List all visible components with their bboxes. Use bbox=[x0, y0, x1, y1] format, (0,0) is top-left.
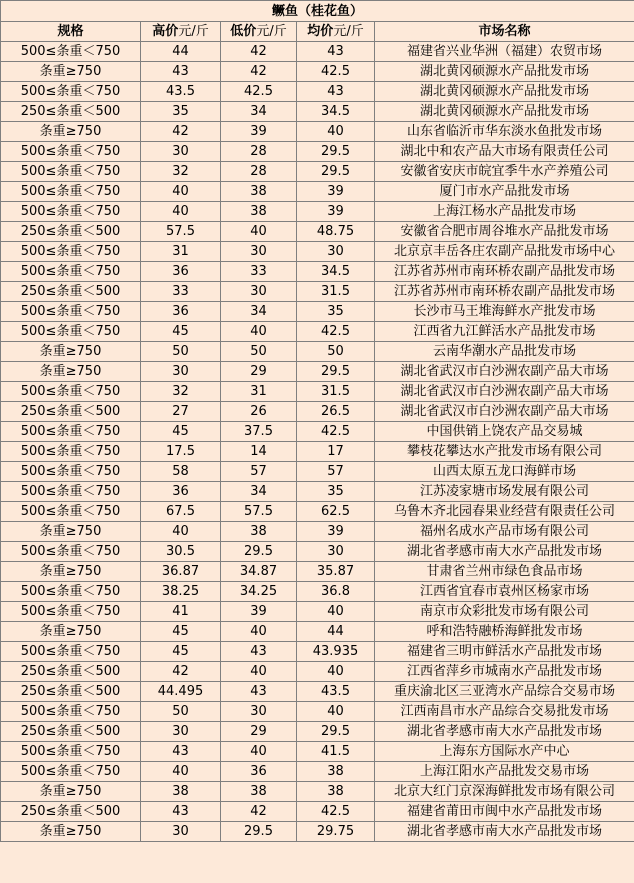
cell-market-name: 安徽省合肥市周谷堆水产品批发市场 bbox=[375, 222, 634, 242]
cell-spec: 500≤条重＜750 bbox=[1, 202, 141, 222]
cell-low-price: 31 bbox=[221, 382, 297, 402]
cell-spec: 条重≥750 bbox=[1, 562, 141, 582]
cell-low-price: 43 bbox=[221, 682, 297, 702]
table-row bbox=[1, 202, 634, 222]
cell-high-price: 40 bbox=[141, 762, 221, 782]
cell-low-price: 29 bbox=[221, 362, 297, 382]
cell-low-price: 34.87 bbox=[221, 562, 297, 582]
cell-avg-price: 42.5 bbox=[297, 62, 375, 82]
cell-high-price: 41 bbox=[141, 602, 221, 622]
cell-high-price: 57.5 bbox=[141, 222, 221, 242]
cell-spec: 条重≥750 bbox=[1, 122, 141, 142]
cell-spec: 500≤条重＜750 bbox=[1, 82, 141, 102]
table-row bbox=[1, 582, 634, 602]
cell-high-price: 45 bbox=[141, 622, 221, 642]
cell-high-price: 17.5 bbox=[141, 442, 221, 462]
cell-market-name: 湖北中和农产品大市场有限责任公司 bbox=[375, 142, 634, 162]
cell-market-name: 湖北黄冈硕源水产品批发市场 bbox=[375, 102, 634, 122]
cell-high-price: 50 bbox=[141, 702, 221, 722]
cell-high-price: 33 bbox=[141, 282, 221, 302]
cell-market-name: 湖北省孝感市南大水产品批发市场 bbox=[375, 822, 634, 842]
cell-high-price: 30 bbox=[141, 822, 221, 842]
cell-low-price: 42.5 bbox=[221, 82, 297, 102]
cell-spec: 条重≥750 bbox=[1, 622, 141, 642]
cell-spec: 500≤条重＜750 bbox=[1, 162, 141, 182]
cell-high-price: 30 bbox=[141, 142, 221, 162]
cell-spec: 500≤条重＜750 bbox=[1, 462, 141, 482]
cell-market-name: 福建省三明市鲜活水产品批发市场 bbox=[375, 642, 634, 662]
cell-market-name: 湖北省武汉市白沙洲农副产品大市场 bbox=[375, 402, 634, 422]
cell-market-name: 安徽省安庆市皖宜季牛水产养殖公司 bbox=[375, 162, 634, 182]
cell-high-price: 36 bbox=[141, 482, 221, 502]
table-row bbox=[1, 762, 634, 782]
cell-low-price: 38 bbox=[221, 182, 297, 202]
table-row bbox=[1, 142, 634, 162]
cell-avg-price: 35 bbox=[297, 302, 375, 322]
table-row bbox=[1, 802, 634, 822]
cell-low-price: 34 bbox=[221, 302, 297, 322]
cell-low-price: 30 bbox=[221, 282, 297, 302]
cell-spec: 500≤条重＜750 bbox=[1, 482, 141, 502]
cell-avg-price: 30 bbox=[297, 542, 375, 562]
cell-market-name: 山西太原五龙口海鲜市场 bbox=[375, 462, 634, 482]
cell-avg-price: 39 bbox=[297, 522, 375, 542]
cell-low-price: 34 bbox=[221, 482, 297, 502]
cell-spec: 条重≥750 bbox=[1, 62, 141, 82]
cell-low-price: 40 bbox=[221, 222, 297, 242]
cell-spec: 250≤条重＜500 bbox=[1, 662, 141, 682]
cell-market-name: 福建省兴业华洲（福建）农贸市场 bbox=[375, 42, 634, 62]
cell-spec: 500≤条重＜750 bbox=[1, 762, 141, 782]
cell-spec: 条重≥750 bbox=[1, 342, 141, 362]
cell-market-name: 江苏凌家塘市场发展有限公司 bbox=[375, 482, 634, 502]
cell-low-price: 40 bbox=[221, 662, 297, 682]
table-row bbox=[1, 362, 634, 382]
cell-spec: 500≤条重＜750 bbox=[1, 582, 141, 602]
cell-low-price: 26 bbox=[221, 402, 297, 422]
cell-spec: 500≤条重＜750 bbox=[1, 702, 141, 722]
cell-low-price: 14 bbox=[221, 442, 297, 462]
table-row bbox=[1, 262, 634, 282]
cell-avg-price: 42.5 bbox=[297, 322, 375, 342]
table-row bbox=[1, 822, 634, 842]
table-row bbox=[1, 622, 634, 642]
cell-market-name: 江西省萍乡市城南水产品批发市场 bbox=[375, 662, 634, 682]
cell-low-price: 38 bbox=[221, 782, 297, 802]
cell-low-price: 42 bbox=[221, 802, 297, 822]
cell-spec: 条重≥750 bbox=[1, 782, 141, 802]
header-market-name: 市场名称 bbox=[375, 22, 634, 42]
cell-market-name: 厦门市水产品批发市场 bbox=[375, 182, 634, 202]
cell-avg-price: 43.5 bbox=[297, 682, 375, 702]
cell-low-price: 33 bbox=[221, 262, 297, 282]
cell-market-name: 福建省莆田市闽中水产品批发市场 bbox=[375, 802, 634, 822]
cell-spec: 500≤条重＜750 bbox=[1, 542, 141, 562]
cell-high-price: 44.495 bbox=[141, 682, 221, 702]
cell-avg-price: 43 bbox=[297, 82, 375, 102]
table-row bbox=[1, 302, 634, 322]
cell-avg-price: 29.5 bbox=[297, 142, 375, 162]
table-row bbox=[1, 522, 634, 542]
table-row bbox=[1, 62, 634, 82]
cell-spec: 500≤条重＜750 bbox=[1, 382, 141, 402]
table-title: 鳜鱼（桂花鱼） bbox=[1, 1, 634, 22]
cell-high-price: 42 bbox=[141, 662, 221, 682]
cell-high-price: 27 bbox=[141, 402, 221, 422]
table-row bbox=[1, 482, 634, 502]
cell-market-name: 甘肃省兰州市绿色食品市场 bbox=[375, 562, 634, 582]
cell-low-price: 40 bbox=[221, 742, 297, 762]
table-row bbox=[1, 462, 634, 482]
table-row bbox=[1, 282, 634, 302]
cell-avg-price: 48.75 bbox=[297, 222, 375, 242]
cell-spec: 250≤条重＜500 bbox=[1, 282, 141, 302]
table-row bbox=[1, 122, 634, 142]
cell-market-name: 湖北黄冈硕源水产品批发市场 bbox=[375, 62, 634, 82]
cell-avg-price: 29.5 bbox=[297, 362, 375, 382]
cell-spec: 500≤条重＜750 bbox=[1, 42, 141, 62]
cell-market-name: 湖北省孝感市南大水产品批发市场 bbox=[375, 722, 634, 742]
cell-avg-price: 31.5 bbox=[297, 282, 375, 302]
cell-high-price: 36 bbox=[141, 302, 221, 322]
cell-low-price: 39 bbox=[221, 122, 297, 142]
cell-high-price: 45 bbox=[141, 642, 221, 662]
cell-low-price: 37.5 bbox=[221, 422, 297, 442]
cell-spec: 250≤条重＜500 bbox=[1, 802, 141, 822]
table-row bbox=[1, 742, 634, 762]
cell-low-price: 42 bbox=[221, 42, 297, 62]
cell-high-price: 43 bbox=[141, 802, 221, 822]
cell-avg-price: 43.935 bbox=[297, 642, 375, 662]
cell-avg-price: 38 bbox=[297, 762, 375, 782]
table-row bbox=[1, 502, 634, 522]
table-row bbox=[1, 322, 634, 342]
table-row bbox=[1, 782, 634, 802]
cell-low-price: 38 bbox=[221, 522, 297, 542]
cell-market-name: 长沙市马王堆海鲜水产批发市场 bbox=[375, 302, 634, 322]
cell-low-price: 30 bbox=[221, 242, 297, 262]
table-row bbox=[1, 342, 634, 362]
cell-avg-price: 57 bbox=[297, 462, 375, 482]
table-row bbox=[1, 162, 634, 182]
cell-market-name: 江西南昌市水产品综合交易批发市场 bbox=[375, 702, 634, 722]
table-row bbox=[1, 442, 634, 462]
cell-high-price: 67.5 bbox=[141, 502, 221, 522]
cell-spec: 500≤条重＜750 bbox=[1, 322, 141, 342]
cell-spec: 250≤条重＜500 bbox=[1, 102, 141, 122]
cell-high-price: 45 bbox=[141, 422, 221, 442]
cell-low-price: 40 bbox=[221, 622, 297, 642]
cell-avg-price: 40 bbox=[297, 122, 375, 142]
cell-low-price: 57.5 bbox=[221, 502, 297, 522]
cell-high-price: 30 bbox=[141, 362, 221, 382]
cell-avg-price: 34.5 bbox=[297, 102, 375, 122]
cell-avg-price: 35.87 bbox=[297, 562, 375, 582]
cell-spec: 250≤条重＜500 bbox=[1, 722, 141, 742]
table-row bbox=[1, 82, 634, 102]
cell-avg-price: 30 bbox=[297, 242, 375, 262]
table-row bbox=[1, 42, 634, 62]
cell-market-name: 攀枝花攀达水产批发市场有限公司 bbox=[375, 442, 634, 462]
header-low-price: 低价元/斤 bbox=[221, 22, 297, 42]
cell-high-price: 30.5 bbox=[141, 542, 221, 562]
cell-avg-price: 34.5 bbox=[297, 262, 375, 282]
cell-high-price: 32 bbox=[141, 162, 221, 182]
cell-high-price: 38 bbox=[141, 782, 221, 802]
cell-avg-price: 40 bbox=[297, 662, 375, 682]
cell-spec: 250≤条重＜500 bbox=[1, 682, 141, 702]
cell-avg-price: 44 bbox=[297, 622, 375, 642]
cell-high-price: 43.5 bbox=[141, 82, 221, 102]
cell-market-name: 南京市众彩批发市场有限公司 bbox=[375, 602, 634, 622]
cell-market-name: 北京大红门京深海鲜批发市场有限公司 bbox=[375, 782, 634, 802]
cell-high-price: 30 bbox=[141, 722, 221, 742]
header-row bbox=[1, 22, 634, 42]
cell-low-price: 38 bbox=[221, 202, 297, 222]
cell-high-price: 40 bbox=[141, 202, 221, 222]
cell-spec: 500≤条重＜750 bbox=[1, 262, 141, 282]
cell-avg-price: 41.5 bbox=[297, 742, 375, 762]
cell-low-price: 50 bbox=[221, 342, 297, 362]
cell-market-name: 重庆渝北区三亚湾水产品综合交易市场 bbox=[375, 682, 634, 702]
cell-spec: 250≤条重＜500 bbox=[1, 402, 141, 422]
cell-market-name: 江西省宜春市袁州区杨家市场 bbox=[375, 582, 634, 602]
cell-market-name: 云南华潮水产品批发市场 bbox=[375, 342, 634, 362]
cell-avg-price: 38 bbox=[297, 782, 375, 802]
cell-low-price: 34.25 bbox=[221, 582, 297, 602]
cell-low-price: 28 bbox=[221, 142, 297, 162]
cell-high-price: 50 bbox=[141, 342, 221, 362]
cell-low-price: 30 bbox=[221, 702, 297, 722]
cell-market-name: 乌鲁木齐北园春果业经营有限责任公司 bbox=[375, 502, 634, 522]
cell-spec: 500≤条重＜750 bbox=[1, 242, 141, 262]
cell-market-name: 上海江杨水产品批发市场 bbox=[375, 202, 634, 222]
cell-low-price: 28 bbox=[221, 162, 297, 182]
cell-high-price: 43 bbox=[141, 742, 221, 762]
table-row bbox=[1, 602, 634, 622]
table-row bbox=[1, 402, 634, 422]
cell-avg-price: 29.5 bbox=[297, 722, 375, 742]
cell-spec: 500≤条重＜750 bbox=[1, 442, 141, 462]
cell-avg-price: 29.5 bbox=[297, 162, 375, 182]
cell-low-price: 42 bbox=[221, 62, 297, 82]
cell-avg-price: 43 bbox=[297, 42, 375, 62]
table-row bbox=[1, 702, 634, 722]
cell-high-price: 42 bbox=[141, 122, 221, 142]
cell-spec: 500≤条重＜750 bbox=[1, 642, 141, 662]
cell-avg-price: 62.5 bbox=[297, 502, 375, 522]
cell-market-name: 北京京丰岳各庄农副产品批发市场中心 bbox=[375, 242, 634, 262]
cell-market-name: 上海江阳水产品批发交易市场 bbox=[375, 762, 634, 782]
cell-spec: 条重≥750 bbox=[1, 362, 141, 382]
cell-high-price: 45 bbox=[141, 322, 221, 342]
table-row bbox=[1, 242, 634, 262]
cell-high-price: 40 bbox=[141, 522, 221, 542]
cell-avg-price: 39 bbox=[297, 182, 375, 202]
cell-market-name: 湖北省孝感市南大水产品批发市场 bbox=[375, 542, 634, 562]
cell-avg-price: 50 bbox=[297, 342, 375, 362]
cell-market-name: 山东省临沂市华东淡水鱼批发市场 bbox=[375, 122, 634, 142]
cell-avg-price: 42.5 bbox=[297, 422, 375, 442]
cell-avg-price: 40 bbox=[297, 702, 375, 722]
cell-high-price: 36 bbox=[141, 262, 221, 282]
table-body bbox=[1, 42, 634, 842]
header-avg-price: 均价元/斤 bbox=[297, 22, 375, 42]
cell-avg-price: 40 bbox=[297, 602, 375, 622]
table-row bbox=[1, 222, 634, 242]
cell-avg-price: 17 bbox=[297, 442, 375, 462]
cell-low-price: 40 bbox=[221, 322, 297, 342]
table-row bbox=[1, 382, 634, 402]
cell-market-name: 中国供销上饶农产品交易城 bbox=[375, 422, 634, 442]
table-row bbox=[1, 562, 634, 582]
cell-high-price: 32 bbox=[141, 382, 221, 402]
cell-high-price: 31 bbox=[141, 242, 221, 262]
header-spec: 规格 bbox=[1, 22, 141, 42]
cell-avg-price: 42.5 bbox=[297, 802, 375, 822]
cell-high-price: 40 bbox=[141, 182, 221, 202]
cell-market-name: 江苏省苏州市南环桥农副产品批发市场 bbox=[375, 282, 634, 302]
cell-high-price: 36.87 bbox=[141, 562, 221, 582]
cell-spec: 250≤条重＜500 bbox=[1, 222, 141, 242]
table-row bbox=[1, 422, 634, 442]
cell-spec: 500≤条重＜750 bbox=[1, 422, 141, 442]
cell-low-price: 57 bbox=[221, 462, 297, 482]
cell-low-price: 34 bbox=[221, 102, 297, 122]
cell-spec: 条重≥750 bbox=[1, 522, 141, 542]
cell-avg-price: 35 bbox=[297, 482, 375, 502]
cell-spec: 500≤条重＜750 bbox=[1, 502, 141, 522]
table-row bbox=[1, 642, 634, 662]
cell-spec: 500≤条重＜750 bbox=[1, 602, 141, 622]
cell-low-price: 29.5 bbox=[221, 822, 297, 842]
cell-high-price: 38.25 bbox=[141, 582, 221, 602]
table-row bbox=[1, 722, 634, 742]
header-high-price: 高价元/斤 bbox=[141, 22, 221, 42]
cell-market-name: 呼和浩特融桥海鲜批发市场 bbox=[375, 622, 634, 642]
cell-low-price: 29.5 bbox=[221, 542, 297, 562]
table-row bbox=[1, 182, 634, 202]
cell-market-name: 湖北省武汉市白沙洲农副产品大市场 bbox=[375, 382, 634, 402]
table-row bbox=[1, 662, 634, 682]
cell-high-price: 35 bbox=[141, 102, 221, 122]
cell-low-price: 29 bbox=[221, 722, 297, 742]
cell-low-price: 39 bbox=[221, 602, 297, 622]
cell-spec: 500≤条重＜750 bbox=[1, 742, 141, 762]
cell-avg-price: 26.5 bbox=[297, 402, 375, 422]
cell-market-name: 江西省九江鲜活水产品批发市场 bbox=[375, 322, 634, 342]
cell-market-name: 湖北黄冈硕源水产品批发市场 bbox=[375, 82, 634, 102]
table-row bbox=[1, 102, 634, 122]
cell-avg-price: 36.8 bbox=[297, 582, 375, 602]
cell-avg-price: 29.75 bbox=[297, 822, 375, 842]
cell-high-price: 58 bbox=[141, 462, 221, 482]
cell-spec: 条重≥750 bbox=[1, 822, 141, 842]
cell-avg-price: 39 bbox=[297, 202, 375, 222]
cell-market-name: 湖北省武汉市白沙洲农副产品大市场 bbox=[375, 362, 634, 382]
cell-high-price: 43 bbox=[141, 62, 221, 82]
cell-spec: 500≤条重＜750 bbox=[1, 142, 141, 162]
cell-market-name: 上海东方国际水产中心 bbox=[375, 742, 634, 762]
cell-spec: 500≤条重＜750 bbox=[1, 182, 141, 202]
cell-market-name: 福州名成水产品市场有限公司 bbox=[375, 522, 634, 542]
cell-spec: 500≤条重＜750 bbox=[1, 302, 141, 322]
table-row bbox=[1, 542, 634, 562]
cell-market-name: 江苏省苏州市南环桥农副产品批发市场 bbox=[375, 262, 634, 282]
cell-avg-price: 31.5 bbox=[297, 382, 375, 402]
table-row bbox=[1, 682, 634, 702]
cell-high-price: 44 bbox=[141, 42, 221, 62]
cell-low-price: 36 bbox=[221, 762, 297, 782]
cell-low-price: 43 bbox=[221, 642, 297, 662]
